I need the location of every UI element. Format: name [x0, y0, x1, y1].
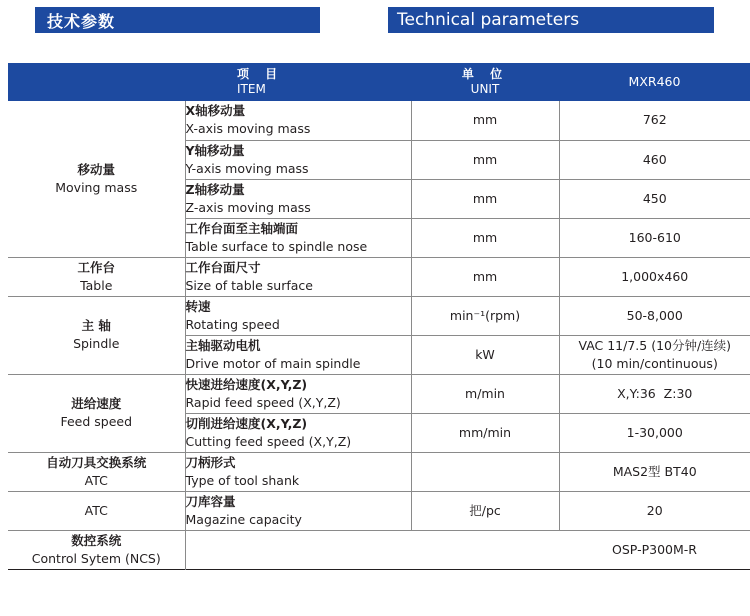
item-en: Drive motor of main spindle	[185, 355, 361, 371]
item-cn: Y轴移动量	[185, 142, 245, 158]
value-cell: 450	[642, 190, 667, 206]
header-item-cn: 项 目	[237, 67, 284, 81]
unit-cell: m/min	[411, 374, 559, 413]
item-en: Rotating speed	[185, 316, 280, 332]
item-en: X-axis moving mass	[185, 121, 311, 137]
item-en: Table surface to spindle nose	[185, 238, 368, 254]
value-cell: 460	[642, 151, 667, 167]
category-cn: 工作台	[77, 259, 115, 275]
item-cell	[185, 335, 411, 374]
category-en: Spindle	[73, 336, 120, 351]
value-cell: 1,000x460	[621, 268, 689, 284]
header-model: MXR460	[628, 74, 681, 89]
unit-cell	[411, 452, 559, 491]
item-cn: 刀柄形式	[185, 454, 236, 470]
item-cell	[185, 218, 411, 257]
item-cell	[185, 101, 411, 140]
spec-table	[8, 63, 750, 570]
header-category	[8, 63, 185, 101]
category-en: Feed speed	[60, 414, 133, 429]
header-unit	[411, 63, 559, 101]
item-en: Type of tool shank	[185, 472, 300, 488]
category-en: Control Sytem (NCS)	[31, 550, 161, 566]
value-line-1: VAC 11/7.5 (10分钟/连续)	[578, 337, 732, 353]
category-cn: 自动刀具交换系统	[46, 454, 147, 470]
category-table	[8, 257, 185, 296]
value-cell: 762	[642, 112, 667, 128]
category-en: ATC	[84, 472, 108, 488]
item-cn: X轴移动量	[185, 103, 246, 119]
value-cell	[559, 335, 750, 374]
item-cn: 主轴驱动电机	[185, 337, 261, 353]
category-en: Moving mass	[55, 179, 138, 195]
header-item	[185, 63, 411, 101]
table-row	[8, 374, 750, 413]
unit-cell: mm	[411, 257, 559, 296]
table-row	[8, 452, 750, 491]
item-cell	[185, 296, 411, 335]
value-cell: 160-610	[628, 229, 681, 245]
item-cn: Z轴移动量	[185, 181, 245, 197]
table-row	[8, 296, 750, 335]
item-en: Y-axis moving mass	[185, 160, 309, 176]
unit-cell: min⁻¹(rpm)	[411, 296, 559, 335]
value-cell: 1-30,000	[626, 424, 683, 440]
category-en: ATC	[84, 502, 108, 518]
table-row	[8, 491, 750, 530]
item-cell	[185, 140, 411, 179]
item-cell	[185, 491, 411, 530]
item-en: Rapid feed speed (X,Y,Z)	[185, 394, 341, 410]
category-control-system	[8, 530, 185, 569]
table-row	[8, 257, 750, 296]
unit-cell: mm	[411, 140, 559, 179]
item-cn: 切削进给速度(X,Y,Z)	[185, 415, 308, 431]
category-spindle	[8, 296, 185, 374]
header-item-en: ITEM	[237, 82, 266, 96]
unit-cell: mm	[411, 218, 559, 257]
item-en: Cutting feed speed (X,Y,Z)	[185, 433, 352, 449]
value-cell: 50-8,000	[626, 307, 683, 323]
category-feed-speed	[8, 374, 185, 452]
value-cell: 20	[646, 502, 663, 518]
value-cell: MAS2型 BT40	[612, 463, 697, 479]
item-cell	[185, 179, 411, 218]
item-cn: 工作台面尺寸	[185, 259, 261, 275]
item-en: Z-axis moving mass	[185, 199, 311, 215]
category-moving-mass	[8, 101, 185, 257]
unit-cell: mm	[411, 101, 559, 140]
item-cn: 转速	[185, 298, 211, 314]
item-en: Magazine capacity	[185, 511, 302, 527]
unit-cell: mm	[411, 179, 559, 218]
category-cn: 进给速度	[71, 396, 122, 411]
category-cn: 移动量	[77, 161, 115, 177]
section-title-cn: 技术参数	[35, 7, 320, 33]
item-cell	[185, 413, 411, 452]
unit-cell: kW	[411, 335, 559, 374]
header-unit-cn: 单 位	[461, 67, 509, 81]
category-cn: 主 轴	[81, 318, 111, 333]
value-cell: X,Y:36 Z:30	[617, 385, 693, 401]
table-header-row	[8, 63, 750, 101]
unit-cell: 把/pc	[411, 491, 559, 530]
table-row	[8, 101, 750, 140]
item-cell	[185, 530, 411, 569]
category-en: Table	[80, 277, 113, 293]
category-atc	[8, 452, 185, 491]
item-cell	[185, 452, 411, 491]
item-cell	[185, 257, 411, 296]
item-en: Size of table surface	[185, 277, 313, 293]
item-cn: 工作台面至主轴端面	[185, 220, 299, 236]
category-cn: 数控系统	[71, 532, 122, 548]
item-cell	[185, 374, 411, 413]
header-unit-en: UNIT	[470, 82, 500, 96]
item-cn: 刀库容量	[185, 493, 236, 509]
section-title-en: Technical parameters	[388, 7, 714, 33]
value-line-2: (10 min/continuous)	[591, 355, 718, 371]
item-cn: 快速进给速度(X,Y,Z)	[185, 376, 308, 392]
category-atc-magazine	[8, 491, 185, 530]
unit-cell: mm/min	[411, 413, 559, 452]
value-cell: OSP-P300M-R	[612, 541, 697, 557]
unit-cell	[411, 530, 559, 569]
table-row	[8, 530, 750, 569]
